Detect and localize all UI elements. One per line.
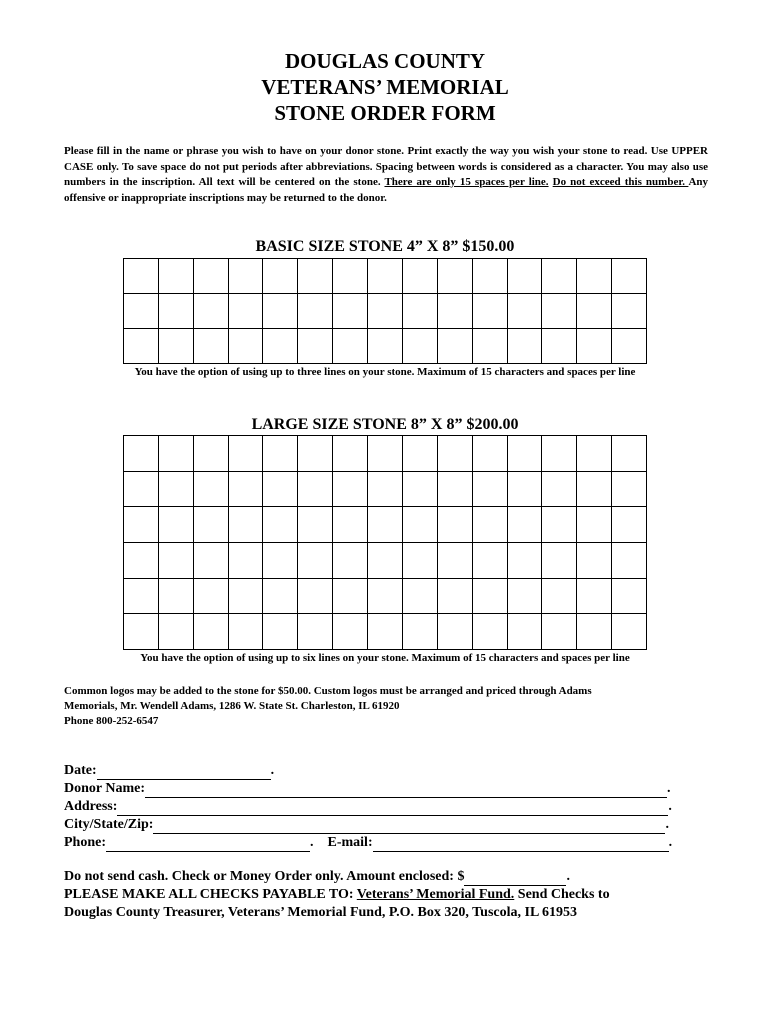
phone-email-row: Phone: . E-mail: . xyxy=(64,835,673,850)
large-stone-cell[interactable] xyxy=(577,436,612,472)
basic-stone-cell[interactable] xyxy=(542,329,577,364)
date-row: Date: . xyxy=(64,763,275,778)
large-stone-cell[interactable] xyxy=(159,436,194,472)
address-field[interactable] xyxy=(117,802,668,816)
basic-stone-cell[interactable] xyxy=(124,294,159,329)
instructions-paragraph xyxy=(64,144,708,206)
large-stone-cell[interactable] xyxy=(473,579,508,615)
city-state-zip-field[interactable] xyxy=(153,820,665,834)
large-stone-cell[interactable] xyxy=(263,579,298,615)
form-title-line-2: VETERANS’ MEMORIAL xyxy=(261,75,509,99)
large-stone-cell[interactable] xyxy=(194,507,229,543)
large-stone-cell[interactable] xyxy=(368,472,403,508)
payable-prefix: PLEASE MAKE ALL CHECKS PAYABLE TO: xyxy=(64,887,357,902)
large-stone-cell[interactable] xyxy=(403,472,438,508)
large-stone-cell[interactable] xyxy=(263,507,298,543)
large-stone-cell[interactable] xyxy=(124,614,159,650)
basic-stone-cell[interactable] xyxy=(508,294,543,329)
large-stone-cell[interactable] xyxy=(333,436,368,472)
large-stone-cell[interactable] xyxy=(194,579,229,615)
large-stone-cell[interactable] xyxy=(542,472,577,508)
basic-stone-cell[interactable] xyxy=(368,329,403,364)
large-stone-cell[interactable] xyxy=(229,436,264,472)
payable-row xyxy=(64,886,714,904)
large-stone-cell[interactable] xyxy=(368,436,403,472)
large-stone-cell[interactable] xyxy=(159,579,194,615)
large-stone-cell[interactable] xyxy=(124,507,159,543)
large-stone-cell[interactable] xyxy=(229,614,264,650)
large-stone-cell[interactable] xyxy=(263,614,298,650)
instructions-tail: Any offensive or inappropriate inscriptions may be returned to the donor. xyxy=(64,176,708,204)
basic-stone-cell[interactable] xyxy=(403,294,438,329)
large-stone-cell[interactable] xyxy=(542,436,577,472)
large-stone-cell[interactable] xyxy=(298,579,333,615)
large-stone-cell[interactable] xyxy=(368,614,403,650)
large-stone-cell[interactable] xyxy=(438,579,473,615)
large-stone-cell[interactable] xyxy=(508,543,543,579)
basic-stone-cell[interactable] xyxy=(298,259,333,294)
payable-suffix: Send Checks to xyxy=(514,887,610,902)
large-stone-cell[interactable] xyxy=(612,472,647,508)
large-stone-cell[interactable] xyxy=(473,614,508,650)
large-stone-cell[interactable] xyxy=(333,579,368,615)
large-stone-cell[interactable] xyxy=(542,507,577,543)
large-stone-cell[interactable] xyxy=(333,614,368,650)
logos-line-1: Common logos may be added to the stone for $50.00. Custom logos must be arranged and priced through Adams xyxy=(64,685,592,697)
large-stone-cell[interactable] xyxy=(124,579,159,615)
large-stone-cell[interactable] xyxy=(612,507,647,543)
basic-stone-cell[interactable] xyxy=(612,329,647,364)
large-stone-cell[interactable] xyxy=(229,472,264,508)
basic-stone-cell[interactable] xyxy=(577,259,612,294)
donor-name-row: Donor Name: . xyxy=(64,781,671,796)
address-label: Address: xyxy=(64,799,118,814)
large-stone-title: LARGE SIZE STONE 8” X 8” $200.00 xyxy=(251,416,519,433)
basic-stone-cell[interactable] xyxy=(508,259,543,294)
basic-stone-cell[interactable] xyxy=(263,259,298,294)
payment-instructions xyxy=(64,868,714,922)
basic-stone-cell[interactable] xyxy=(473,259,508,294)
large-stone-cell[interactable] xyxy=(298,472,333,508)
donor-name-field[interactable] xyxy=(145,784,667,798)
basic-stone-cell[interactable] xyxy=(403,259,438,294)
amount-enclosed-field[interactable] xyxy=(464,872,566,886)
large-stone-cell[interactable] xyxy=(577,472,612,508)
large-stone-cell[interactable] xyxy=(542,614,577,650)
logos-line-2: Memorials, Mr. Wendell Adams, 1286 W. State St. Charleston, IL 61920 xyxy=(64,700,400,712)
form-title-line-1: DOUGLAS COUNTY xyxy=(284,49,486,73)
large-stone-cell[interactable] xyxy=(368,579,403,615)
large-stone-cell[interactable] xyxy=(542,579,577,615)
large-stone-cell[interactable] xyxy=(508,614,543,650)
large-stone-cell[interactable] xyxy=(508,579,543,615)
large-stone-cell[interactable] xyxy=(333,543,368,579)
large-stone-cell[interactable] xyxy=(124,436,159,472)
basic-stone-cell[interactable] xyxy=(333,259,368,294)
large-stone-cell[interactable] xyxy=(577,543,612,579)
basic-stone-grid[interactable] xyxy=(123,258,647,364)
basic-stone-cell[interactable] xyxy=(263,294,298,329)
basic-stone-cell[interactable] xyxy=(333,294,368,329)
large-stone-cell[interactable] xyxy=(298,543,333,579)
city-state-zip-row: City/State/Zip: . xyxy=(64,817,669,832)
large-stone-note: You have the option of using up to six lines on your stone. Maximum of 15 characters and spaces per line xyxy=(140,652,630,664)
large-stone-cell[interactable] xyxy=(438,507,473,543)
large-stone-cell[interactable] xyxy=(229,507,264,543)
large-stone-cell[interactable] xyxy=(473,472,508,508)
phone-field[interactable] xyxy=(106,838,310,852)
large-stone-cell[interactable] xyxy=(577,507,612,543)
large-stone-cell[interactable] xyxy=(298,436,333,472)
basic-stone-cell[interactable] xyxy=(333,329,368,364)
basic-stone-cell[interactable] xyxy=(368,294,403,329)
large-stone-cell[interactable] xyxy=(333,507,368,543)
basic-stone-cell[interactable] xyxy=(612,259,647,294)
cash-note: Do not send cash. Check or Money Order only. Amount enclosed: $ xyxy=(64,869,465,884)
basic-stone-title: BASIC SIZE STONE 4” X 8” $150.00 xyxy=(255,238,515,255)
basic-stone-cell[interactable] xyxy=(542,259,577,294)
basic-stone-cell[interactable] xyxy=(194,294,229,329)
basic-stone-cell[interactable] xyxy=(577,294,612,329)
basic-stone-cell[interactable] xyxy=(263,329,298,364)
basic-stone-cell[interactable] xyxy=(577,329,612,364)
logos-paragraph xyxy=(64,684,714,729)
email-field[interactable] xyxy=(373,838,669,852)
basic-stone-cell[interactable] xyxy=(159,294,194,329)
basic-stone-cell[interactable] xyxy=(438,294,473,329)
large-stone-cell[interactable] xyxy=(403,614,438,650)
large-stone-cell[interactable] xyxy=(612,543,647,579)
basic-stone-cell[interactable] xyxy=(612,294,647,329)
large-stone-cell[interactable] xyxy=(508,472,543,508)
basic-stone-cell[interactable] xyxy=(159,259,194,294)
basic-stone-cell[interactable] xyxy=(124,329,159,364)
large-stone-cell[interactable] xyxy=(403,436,438,472)
large-stone-cell[interactable] xyxy=(438,472,473,508)
basic-stone-cell[interactable] xyxy=(438,259,473,294)
large-stone-cell[interactable] xyxy=(403,579,438,615)
large-stone-cell[interactable] xyxy=(159,543,194,579)
large-stone-cell[interactable] xyxy=(473,507,508,543)
address-row: Address: . xyxy=(64,799,672,814)
basic-stone-cell[interactable] xyxy=(229,294,264,329)
donor-name-label: Donor Name: xyxy=(64,781,146,796)
basic-stone-cell[interactable] xyxy=(229,259,264,294)
basic-stone-cell[interactable] xyxy=(473,294,508,329)
basic-stone-note: You have the option of using up to three lines on your stone. Maximum of 15 characters and spaces per line xyxy=(134,366,636,378)
large-stone-cell[interactable] xyxy=(194,614,229,650)
payable-fund: Veterans’ Memorial Fund. xyxy=(356,887,515,902)
email-label: E-mail: xyxy=(327,835,373,850)
large-stone-cell[interactable] xyxy=(194,472,229,508)
large-stone-cell[interactable] xyxy=(542,543,577,579)
large-stone-cell[interactable] xyxy=(508,436,543,472)
large-stone-cell[interactable] xyxy=(159,507,194,543)
basic-stone-cell[interactable] xyxy=(542,294,577,329)
large-stone-cell[interactable] xyxy=(124,472,159,508)
basic-stone-cell[interactable] xyxy=(229,329,264,364)
large-stone-cell[interactable] xyxy=(298,507,333,543)
basic-stone-cell[interactable] xyxy=(298,329,333,364)
basic-stone-cell[interactable] xyxy=(368,259,403,294)
large-stone-cell[interactable] xyxy=(368,507,403,543)
treasurer-address: Douglas County Treasurer, Veterans’ Memorial Fund, P.O. Box 320, Tuscola, IL 61953 xyxy=(64,905,578,920)
large-stone-cell[interactable] xyxy=(403,507,438,543)
large-stone-cell[interactable] xyxy=(438,436,473,472)
large-stone-cell[interactable] xyxy=(403,543,438,579)
large-stone-cell[interactable] xyxy=(577,579,612,615)
large-stone-cell[interactable] xyxy=(229,543,264,579)
large-stone-cell[interactable] xyxy=(438,614,473,650)
large-stone-grid[interactable] xyxy=(123,435,647,650)
instructions-limit-warning: Do not exceed this number. xyxy=(552,176,689,188)
large-stone-cell[interactable] xyxy=(263,472,298,508)
large-stone-cell[interactable] xyxy=(298,614,333,650)
date-label: Date: xyxy=(64,763,97,778)
large-stone-cell[interactable] xyxy=(159,472,194,508)
large-stone-cell[interactable] xyxy=(368,543,403,579)
large-stone-cell[interactable] xyxy=(159,614,194,650)
large-stone-cell[interactable] xyxy=(612,436,647,472)
basic-stone-cell[interactable] xyxy=(194,329,229,364)
phone-label: Phone: xyxy=(64,835,106,850)
basic-stone-cell[interactable] xyxy=(124,259,159,294)
instructions-limit-note: There are only 15 spaces per line. xyxy=(384,176,549,188)
basic-stone-cell[interactable] xyxy=(159,329,194,364)
instructions-text: Please fill in the name or phrase you wish to have on your donor stone. Print exactly the way you wish your stone to read. Use UPPER CASE only. To save space do not put periods after abbreviations. Spacing between words is considered as a character. You may also use numbers in the inscription. All text will be centered on the stone. xyxy=(64,145,708,188)
basic-stone-cell[interactable] xyxy=(403,329,438,364)
large-stone-cell[interactable] xyxy=(508,507,543,543)
large-stone-cell[interactable] xyxy=(263,543,298,579)
large-stone-cell[interactable] xyxy=(333,472,368,508)
logos-line-3: Phone 800-252-6547 xyxy=(64,715,159,727)
basic-stone-cell[interactable] xyxy=(194,259,229,294)
basic-stone-cell[interactable] xyxy=(473,329,508,364)
large-stone-cell[interactable] xyxy=(473,543,508,579)
large-stone-cell[interactable] xyxy=(438,543,473,579)
large-stone-cell[interactable] xyxy=(229,579,264,615)
payment-cash-row: Do not send cash. Check or Money Order only. Amount enclosed: $ . xyxy=(64,869,570,884)
date-field[interactable] xyxy=(97,766,271,780)
large-stone-cell[interactable] xyxy=(263,436,298,472)
large-stone-cell[interactable] xyxy=(473,436,508,472)
large-stone-cell[interactable] xyxy=(612,579,647,615)
city-state-zip-label: City/State/Zip: xyxy=(64,817,154,832)
large-stone-cell[interactable] xyxy=(577,614,612,650)
large-stone-cell[interactable] xyxy=(194,543,229,579)
large-stone-cell[interactable] xyxy=(612,614,647,650)
basic-stone-cell[interactable] xyxy=(298,294,333,329)
large-stone-cell[interactable] xyxy=(124,543,159,579)
basic-stone-cell[interactable] xyxy=(438,329,473,364)
basic-stone-cell[interactable] xyxy=(508,329,543,364)
large-stone-cell[interactable] xyxy=(194,436,229,472)
form-title-line-3: STONE ORDER FORM xyxy=(274,101,496,125)
